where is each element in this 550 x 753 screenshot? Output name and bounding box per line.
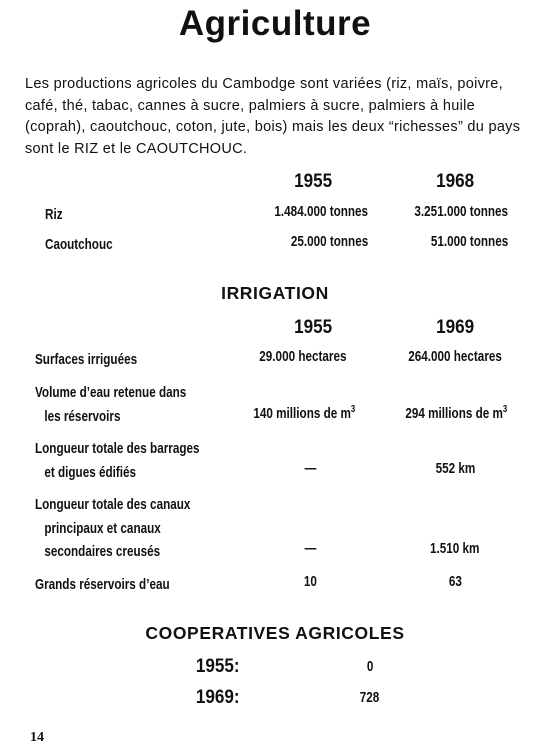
irrigation-row-barrages-1955: — (304, 460, 316, 477)
irrigation-row-barrages-1969: 552 km (435, 460, 475, 477)
production-row-caoutchouc-1968: 51.000 tonnes (430, 233, 508, 250)
cooperatives-heading: COOPERATIVES AGRICOLES (145, 623, 405, 643)
irrigation-year-1955: 1955 (293, 317, 333, 338)
cooperatives-row-1969-year: 1969: (196, 687, 240, 708)
irrigation-row-canaux-1969: 1.510 km (430, 540, 480, 557)
irrigation-row-surfaces-1955: 29.000 hectares (259, 348, 347, 365)
production-row-caoutchouc-1955: 25.000 tonnes (290, 233, 368, 250)
irrigation-row-reservoirs-label: Grands réservoirs d’eau (35, 576, 170, 593)
irrigation-row-barrages-label: Longueur totale des barrages et digues édifiés (35, 440, 200, 481)
production-year-1968: 1968 (435, 171, 475, 192)
page-number: 14 (30, 730, 44, 745)
irrigation-row-surfaces-1969: 264.000 hectares (408, 348, 502, 365)
irrigation-row-volume-label: Volume d’eau retenue dans les réservoirs (35, 384, 187, 425)
irrigation-row-surfaces-label: Surfaces irriguées (35, 351, 138, 368)
production-row-riz-1968: 3.251.000 tonnes (414, 203, 508, 220)
irrigation-row-canaux-1955: — (304, 540, 316, 557)
production-row-caoutchouc-label: Caoutchouc (45, 236, 113, 253)
cooperatives-row-1969-value: 728 (360, 689, 380, 706)
irrigation-row-canaux-label: Longueur totale des canaux principaux et canaux secondaires creusés (35, 496, 191, 560)
production-row-riz-1955: 1.484.000 tonnes (274, 203, 368, 220)
irrigation-row-reservoirs-1955: 10 (303, 573, 317, 590)
irrigation-row-volume-1969: 294 millions de $m^3$ (405, 404, 507, 422)
cooperatives-row-1955-year: 1955: (196, 656, 240, 677)
irrigation-heading: IRRIGATION (221, 283, 329, 303)
irrigation-row-volume-1955: 140 millions de $m^3$ (253, 404, 355, 422)
production-row-riz-label: Riz (45, 206, 63, 223)
cooperatives-row-1955-value: 0 (366, 658, 374, 675)
production-year-1955: 1955 (293, 171, 333, 192)
irrigation-year-1969: 1969 (435, 317, 475, 338)
intro-paragraph: Les productions agricoles du Cambodge sont variées (riz, maïs, poivre, café, thé, tabac, cannes à sucre, palmiers à sucre, palmiers à huile (coprah), caoutchouc, coton, jute, bois) mais les deux “richesses” du pays sont le RIZ et le CAOUTCHOUC. (25, 76, 521, 157)
irrigation-row-reservoirs-1969: 63 (448, 573, 462, 590)
page-title: Agriculture (178, 4, 372, 43)
